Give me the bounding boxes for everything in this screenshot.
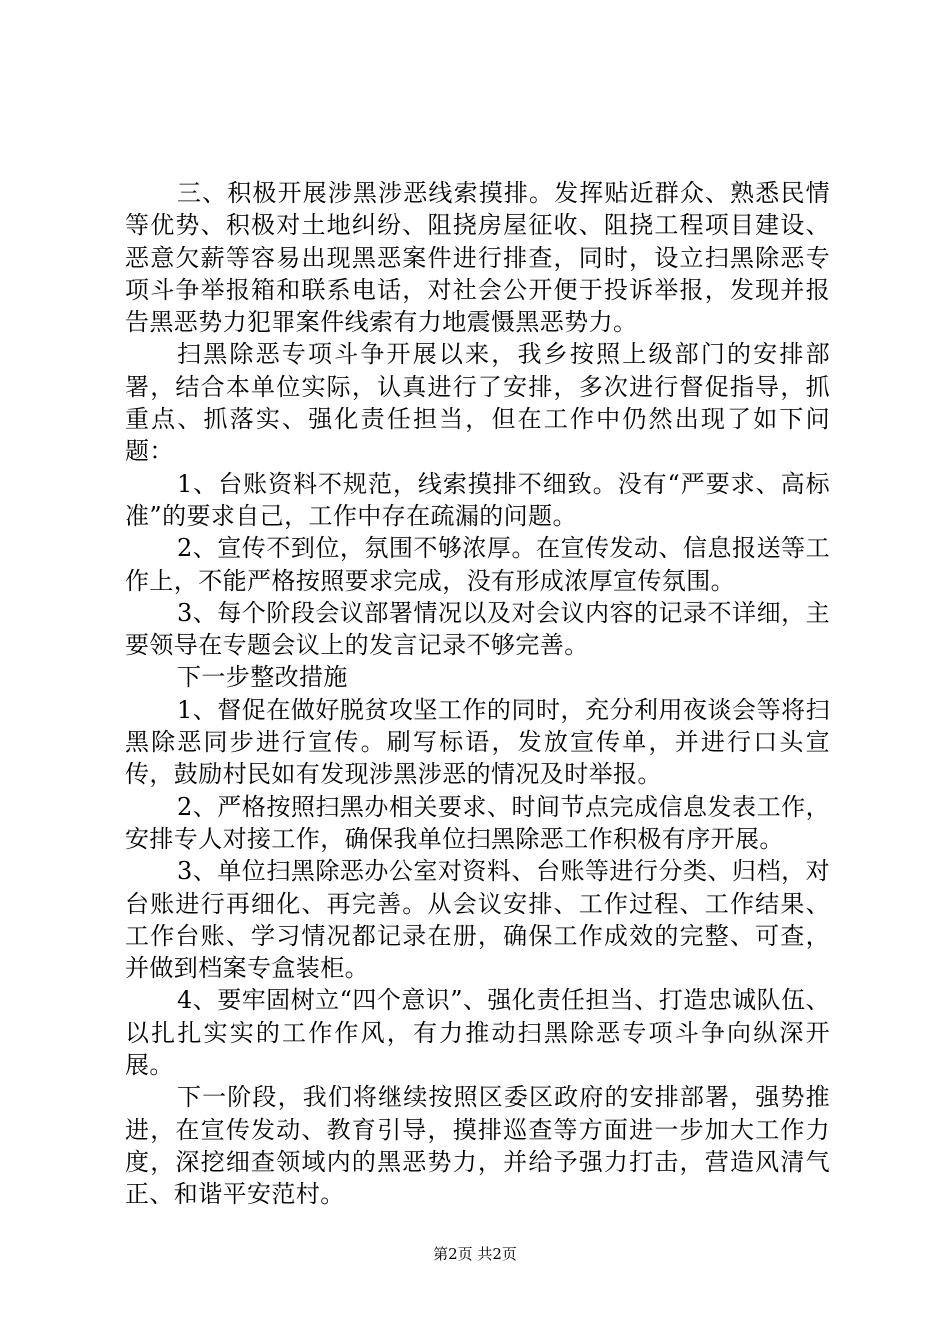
paragraph-measure-3: 3、单位扫黑除恶办公室对资料、台账等进行分类、归档，对台账进行再细化、再完善。从会议安排、工作过程、工作结果、工作台账、学习情况都记录在册，确保工作成效的完整、可查，并做到档案专盒装柜。 (125, 857, 830, 983)
page-footer (0, 1244, 950, 1264)
paragraph-conclusion: 下一阶段，我们将继续按照区委区政府的安排部署，强势推进，在宣传发动、教育引导，摸排巡查等方面进一步加大工作力度，深挖细查领域内的黑恶势力，并给予强力打击，营造风清气正、和谐平安范村。 (125, 1083, 830, 1209)
paragraph-measure-4: 4、要牢固树立“四个意识”、强化责任担当、打造忠诚队伍、以扎扎实实的工作作风，有力推动扫黑除恶专项斗争向纵深开展。 (125, 986, 830, 1080)
section-heading-next-steps: 下一步整改措施 (177, 663, 348, 692)
paragraph-clue-investigation: 三、积极开展涉黑涉恶线索摸排。发挥贴近群众、熟悉民情等优势、积极对土地纠纷、阻挠房屋征收、阻挠工程项目建设、恶意欠薪等容易出现黑恶案件进行排查，同时，设立扫黑除恶专项斗争举报箱和联系电话，对社会公开便于投诉举报，发现并报告黑恶势力犯罪案件线索有力地震慑黑恶势力。 (125, 179, 830, 337)
paragraph-problem-3: 3、每个阶段会议部署情况以及对会议内容的记录不详细，主要领导在专题会议上的发言记录不够完善。 (125, 598, 830, 660)
paragraph-problem-1: 1、台账资料不规范，线索摸排不细致。没有“严要求、高标准”的要求自己，工作中存在疏漏的问题。 (125, 469, 830, 530)
paragraph-measure-2: 2、严格按照扫黑办相关要求、时间节点完成信息发表工作，安排专人对接工作，确保我单位扫黑除恶工作积极有序开展。 (125, 792, 830, 853)
paragraph-problems-intro: 扫黑除恶专项斗争开展以来，我乡按照上级部门的安排部署，结合本单位实际，认真进行了安排，多次进行督促指导，抓重点、抓落实、强化责任担当，但在工作中仍然出现了如下问题： (125, 340, 830, 466)
paragraph-measure-1: 1、督促在做好脱贫攻坚工作的同时，充分利用夜谈会等将扫黑除恶同步进行宣传。刷写标语，发放宣传单，并进行口头宣传，鼓励村民如有发现涉黑涉恶的情况及时举报。 (125, 695, 830, 789)
paragraph-problem-2: 2、宣传不到位，氛围不够浓厚。在宣传发动、信息报送等工作上，不能严格按照要求完成，没有形成浓厚宣传氛围。 (125, 534, 830, 595)
page-number-label: 第2页 共2页 (433, 1245, 517, 1263)
document-body (125, 177, 830, 1211)
